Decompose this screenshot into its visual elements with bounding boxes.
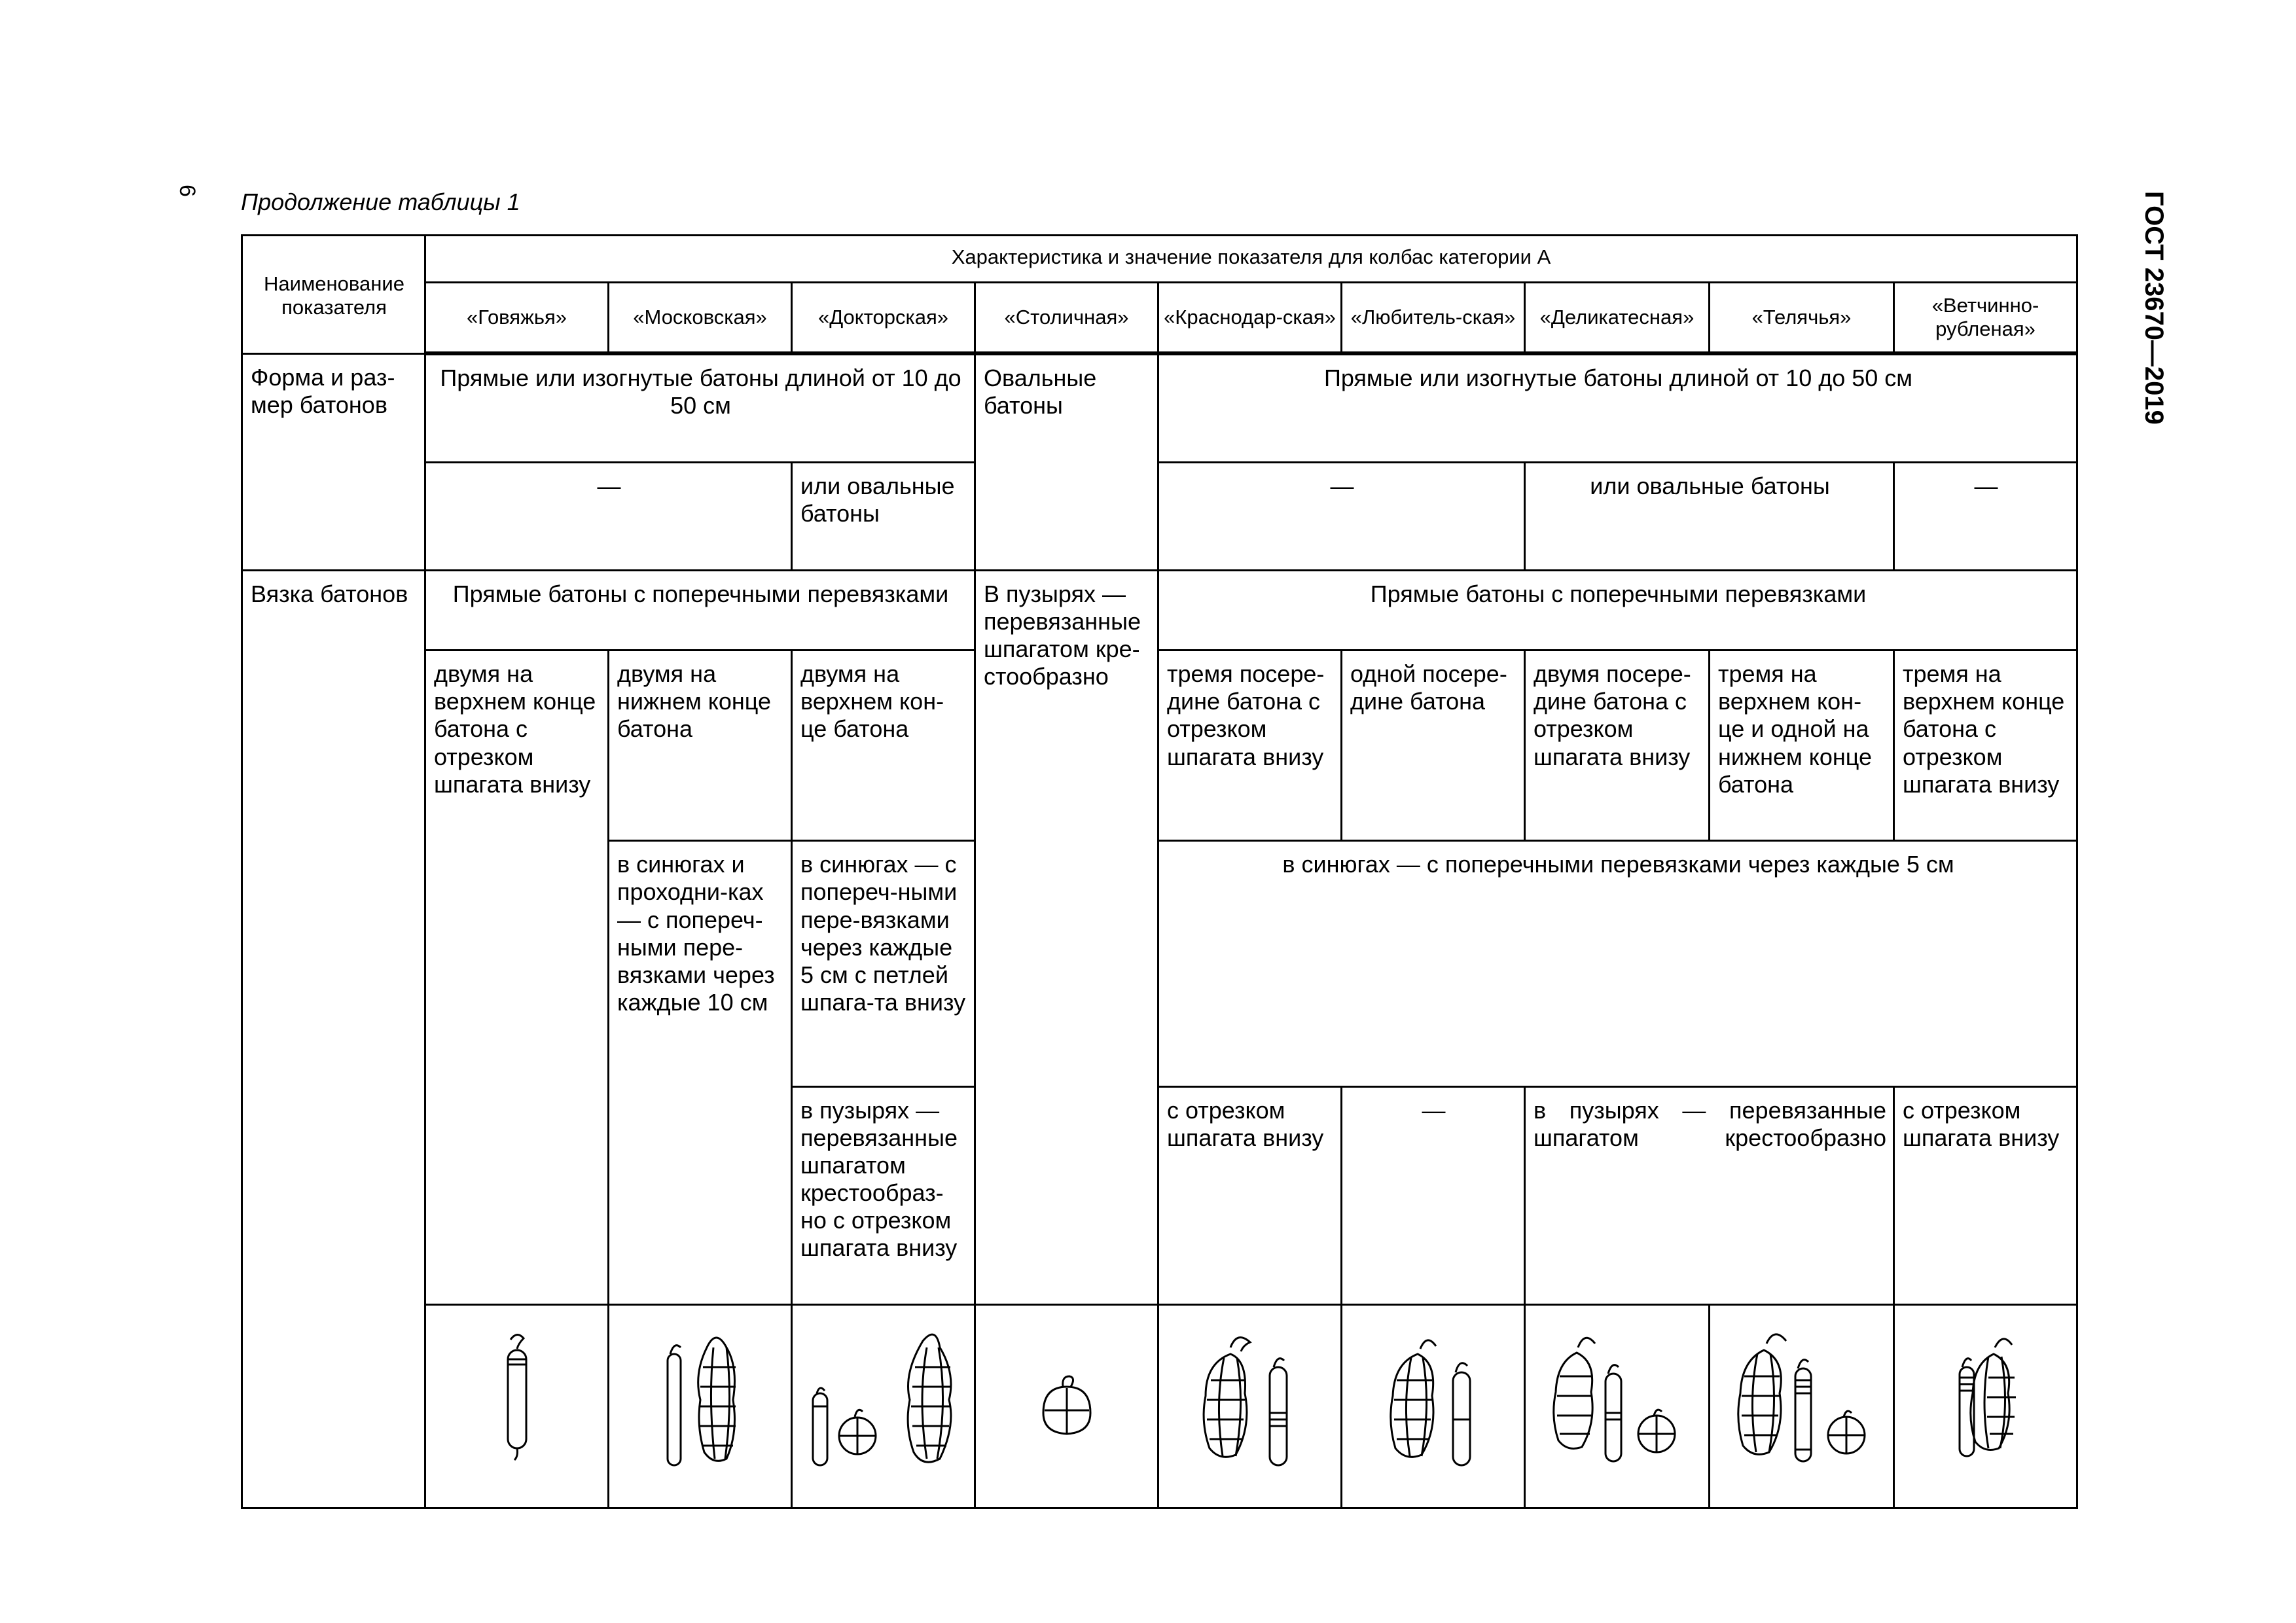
col-header-doctor: «Докторская» [792,283,975,353]
specification-table [241,234,2078,1509]
row-label-form: Форма и раз-мер батонов [242,353,425,570]
illustration-doctor [792,1304,975,1508]
tying-lyubitel: одной посере-дине батона [1342,651,1525,841]
sausage-trio-drawing [1539,1321,1696,1485]
header-category-a: Характеристика и значение показателя для колбас категории А [425,236,2077,283]
illustration-lyubitel [1342,1304,1525,1508]
illustration-vetchinno [1894,1304,2077,1508]
form-straight-b: Прямые или изогнутые батоны длиной от 10 до 50 см [1158,353,2077,463]
tying-krasnodar: тремя посере-дине батона с отрезком шпагата внизу [1158,651,1342,841]
tying-bladder-doctor: в пузырях — перевязанные шпагатом крестообраз-но с отрезком шпагата внизу [792,1086,975,1304]
tying-telyachya: тремя на верхнем кон-це и одной на нижнем конце батона [1710,651,1894,841]
sausage-pair-drawing [1355,1321,1512,1485]
sausage-loaf-drawing [439,1321,596,1485]
tying-moscow: двумя на нижнем конце батона [609,651,792,841]
form-dash-a: — [425,463,792,571]
tying-straight-a: Прямые батоны с поперечными перевязками [425,570,975,650]
sausage-bladder-drawing [798,1321,969,1485]
tying-krasnodar-end: с отрезком шпагата внизу [1158,1086,1342,1304]
tying-bladder-delikates-text: в пузырях — перевязанные шпагатом крестообразно [1534,1096,1886,1151]
illustration-krasnodar [1158,1304,1342,1508]
header-indicator-name: Наименование показателя [242,236,425,354]
tying-casing-moscow: в синюгах и проходни-ках — с попереч-ными пере-вязками через каждые 10 см [609,841,792,1305]
col-header-stolichnaya: «Столичная» [975,283,1158,353]
tying-vetchinno: тремя на верхнем конце батона с отрезком шпагата внизу [1894,651,2077,841]
sausage-trio-drawing [1723,1321,1880,1485]
tying-straight-b: Прямые батоны с поперечными перевязками [1158,570,2077,650]
tying-doctor: двумя на верхнем кон-це батона [792,651,975,841]
form-dash-b: — [1158,463,1525,571]
standard-code: ГОСТ 23670—2019 [2140,191,2168,425]
sausage-pair-drawing [1907,1321,2064,1485]
illustration-beef [425,1304,609,1508]
tying-bladder-delikates [1525,1086,1894,1304]
col-header-delikates: «Деликатесная» [1525,283,1710,353]
col-header-vetchinno: «Ветчинно-рубленая» [1894,283,2077,353]
col-header-telyachya: «Телячья» [1710,283,1894,353]
page-number: 6 [175,185,200,197]
illustration-delikates [1525,1304,1710,1508]
bladder-sausage-drawing [988,1321,1145,1485]
tying-beef: двумя на верхнем конце батона с отрезком шпагата внизу [425,651,609,1305]
form-dash-c: — [1894,463,2077,571]
illustration-stolichnaya [975,1304,1158,1508]
tying-vetchinno-end: с отрезком шпагата внизу [1894,1086,2077,1304]
tying-bladder-stolichnaya: В пузырях — перевязанные шпагатом кре-стообразно [975,570,1158,1304]
tying-delikates: двумя посере-дине батона с отрезком шпагата внизу [1525,651,1710,841]
form-oval: Овальные батоны [975,353,1158,570]
col-header-lyubitel: «Любитель-ская» [1342,283,1525,353]
table-continuation-title: Продолжение таблицы 1 [241,188,520,215]
col-header-beef: «Говяжья» [425,283,609,353]
sausage-pair-drawing [622,1321,779,1485]
illustration-telyachya [1710,1304,1894,1508]
tying-lyubitel-end: — [1342,1086,1525,1304]
sausage-pair-drawing [1172,1321,1329,1485]
form-straight-a: Прямые или изогнутые батоны длиной от 10 до 50 см [425,353,975,463]
tying-casing-doctor: в синюгах — с попереч-ными пере-вязками через каждые 5 см с петлей шпага-та внизу [792,841,975,1086]
form-oval-alt-b: или овальные батоны [1525,463,1894,571]
form-oval-alt-a: или овальные батоны [792,463,975,571]
row-label-tying: Вязка батонов [242,570,425,1508]
tying-casing-rest: в синюгах — с поперечными перевязками через каждые 5 см [1158,841,2077,1086]
col-header-moscow: «Московская» [609,283,792,353]
col-header-krasnodar: «Краснодар-ская» [1158,283,1342,353]
illustration-moscow [609,1304,792,1508]
